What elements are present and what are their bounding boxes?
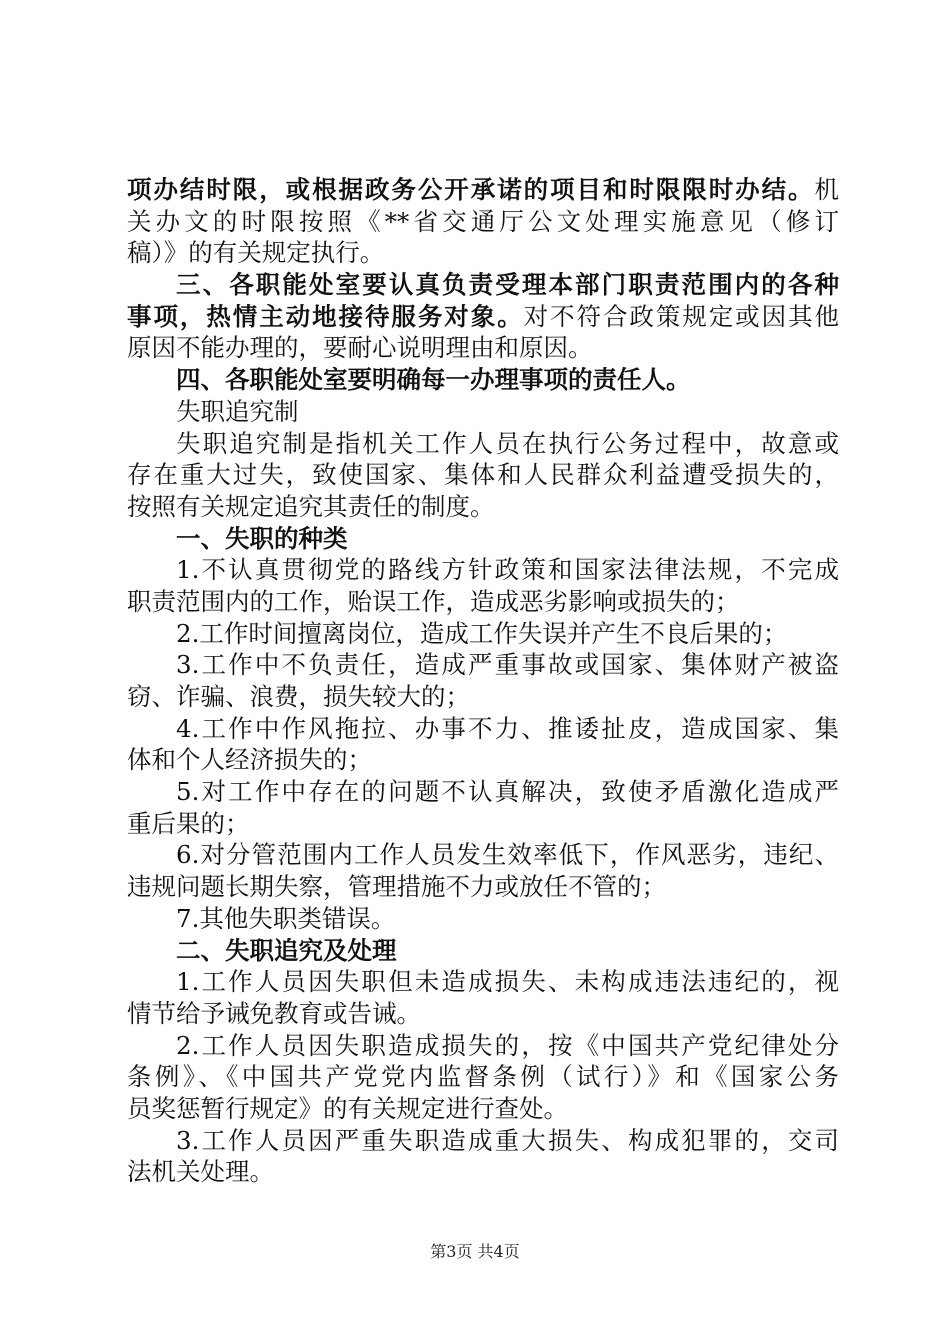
text-line <box>127 1093 839 1125</box>
text-line <box>127 776 839 808</box>
text-line <box>127 681 839 713</box>
text-line <box>127 269 839 301</box>
text-line <box>127 554 839 586</box>
text-line <box>127 428 839 460</box>
text-run: 关办文的时限按照《**省交通厅公文处理实施意见（修订 <box>127 206 839 236</box>
text-run: 7.其他失职类错误。 <box>176 903 396 933</box>
text-line <box>127 206 839 238</box>
text-line <box>127 491 839 523</box>
text-run: 职责范围内的工作，贻误工作，造成恶劣影响或损失的； <box>127 586 740 616</box>
text-run: 窃、诈骗、浪费，损失较大的； <box>127 682 470 711</box>
text-run: 情节给予诫免教育或告诫。 <box>127 998 421 1028</box>
text-run: 法机关处理。 <box>127 1157 274 1187</box>
text-line <box>127 935 839 967</box>
text-run: 稿）》的有关规定执行。 <box>127 238 385 268</box>
text-line <box>127 396 839 428</box>
bold-text-run: 四、各职能处室要明确每一办理事项的责任人。 <box>176 365 691 395</box>
text-line <box>127 618 839 650</box>
text-line <box>127 1030 839 1062</box>
text-line <box>127 332 839 364</box>
text-line <box>127 301 839 333</box>
text-run: 员奖惩暂行规定》的有关规定进行查处。 <box>127 1093 568 1123</box>
text-run: 1.工作人员因失职但未造成损失、未构成违法违纪的，视 <box>176 967 839 997</box>
text-line <box>127 713 839 745</box>
text-run: 条例》、《中国共产党党内监督条例（试行）》和《国家公务 <box>127 1062 839 1092</box>
page-footer: 第3页 共4页 <box>430 1242 520 1261</box>
bold-text-run: 二、失职追究及处理 <box>176 935 397 965</box>
text-line <box>127 871 839 903</box>
text-run: 1.不认真贯彻党的路线方针政策和国家法律法规，不完成 <box>176 555 839 585</box>
text-run: 3.工作中不负责任，造成严重事故或国家、集体财产被盗 <box>176 650 839 680</box>
text-run: 对不符合政策规定或因其他 <box>523 301 839 331</box>
text-run: 4.工作中作风拖拉、办事不力、推诿扯皮，造成国家、集 <box>176 713 839 743</box>
text-run: 机 <box>814 175 839 204</box>
text-line <box>127 649 839 681</box>
text-run: 6.对分管范围内工作人员发生效率低下，作风恶劣，违纪、 <box>176 840 839 870</box>
text-run: 原因不能办理的，要耐心说明理由和原因。 <box>127 333 593 363</box>
text-line <box>127 903 839 935</box>
bold-text-run: 项办结时限，或根据政务公开承诺的项目和时限限时办结。 <box>127 175 815 204</box>
text-line <box>127 586 839 618</box>
bold-text-run: 事项，热情主动地接待服务对象。 <box>127 301 524 331</box>
text-run: 违规问题长期失察，管理措施不力或放任不管的； <box>127 872 666 902</box>
text-line <box>127 459 839 491</box>
text-run: 5.对工作中存在的问题不认真解决，致使矛盾激化造成严 <box>176 777 839 807</box>
text-line <box>127 1156 839 1188</box>
text-line <box>127 808 839 840</box>
text-line <box>127 1061 839 1093</box>
text-run: 存在重大过失，致使国家、集体和人民群众利益遭受损失的， <box>127 460 839 490</box>
text-line <box>127 174 839 206</box>
text-line <box>127 966 839 998</box>
document-body <box>127 174 839 1188</box>
text-line <box>127 523 839 555</box>
text-run: 失职追究制 <box>176 396 299 426</box>
text-line <box>127 839 839 871</box>
text-run: 失职追究制是指机关工作人员在执行公务过程中，故意或 <box>176 428 839 458</box>
text-line <box>127 364 839 396</box>
text-run: 3.工作人员因严重失职造成重大损失、构成犯罪的，交司 <box>176 1125 839 1155</box>
bold-text-run: 一、失职的种类 <box>176 523 348 553</box>
text-line <box>127 744 839 776</box>
text-run: 重后果的； <box>127 808 250 838</box>
text-run: 2.工作时间擅离岗位，造成工作失误并产生不良后果的； <box>176 618 788 648</box>
text-run: 按照有关规定追究其责任的制度。 <box>127 491 495 521</box>
text-run: 体和个人经济损失的； <box>127 745 372 775</box>
text-line <box>127 1125 839 1157</box>
text-line <box>127 998 839 1030</box>
text-line <box>127 237 839 269</box>
bold-text-run: 三、各职能处室要认真负责受理本部门职责范围内的各种 <box>176 270 839 300</box>
text-run: 2.工作人员因失职造成损失的，按《中国共产党纪律处分 <box>176 1030 839 1060</box>
